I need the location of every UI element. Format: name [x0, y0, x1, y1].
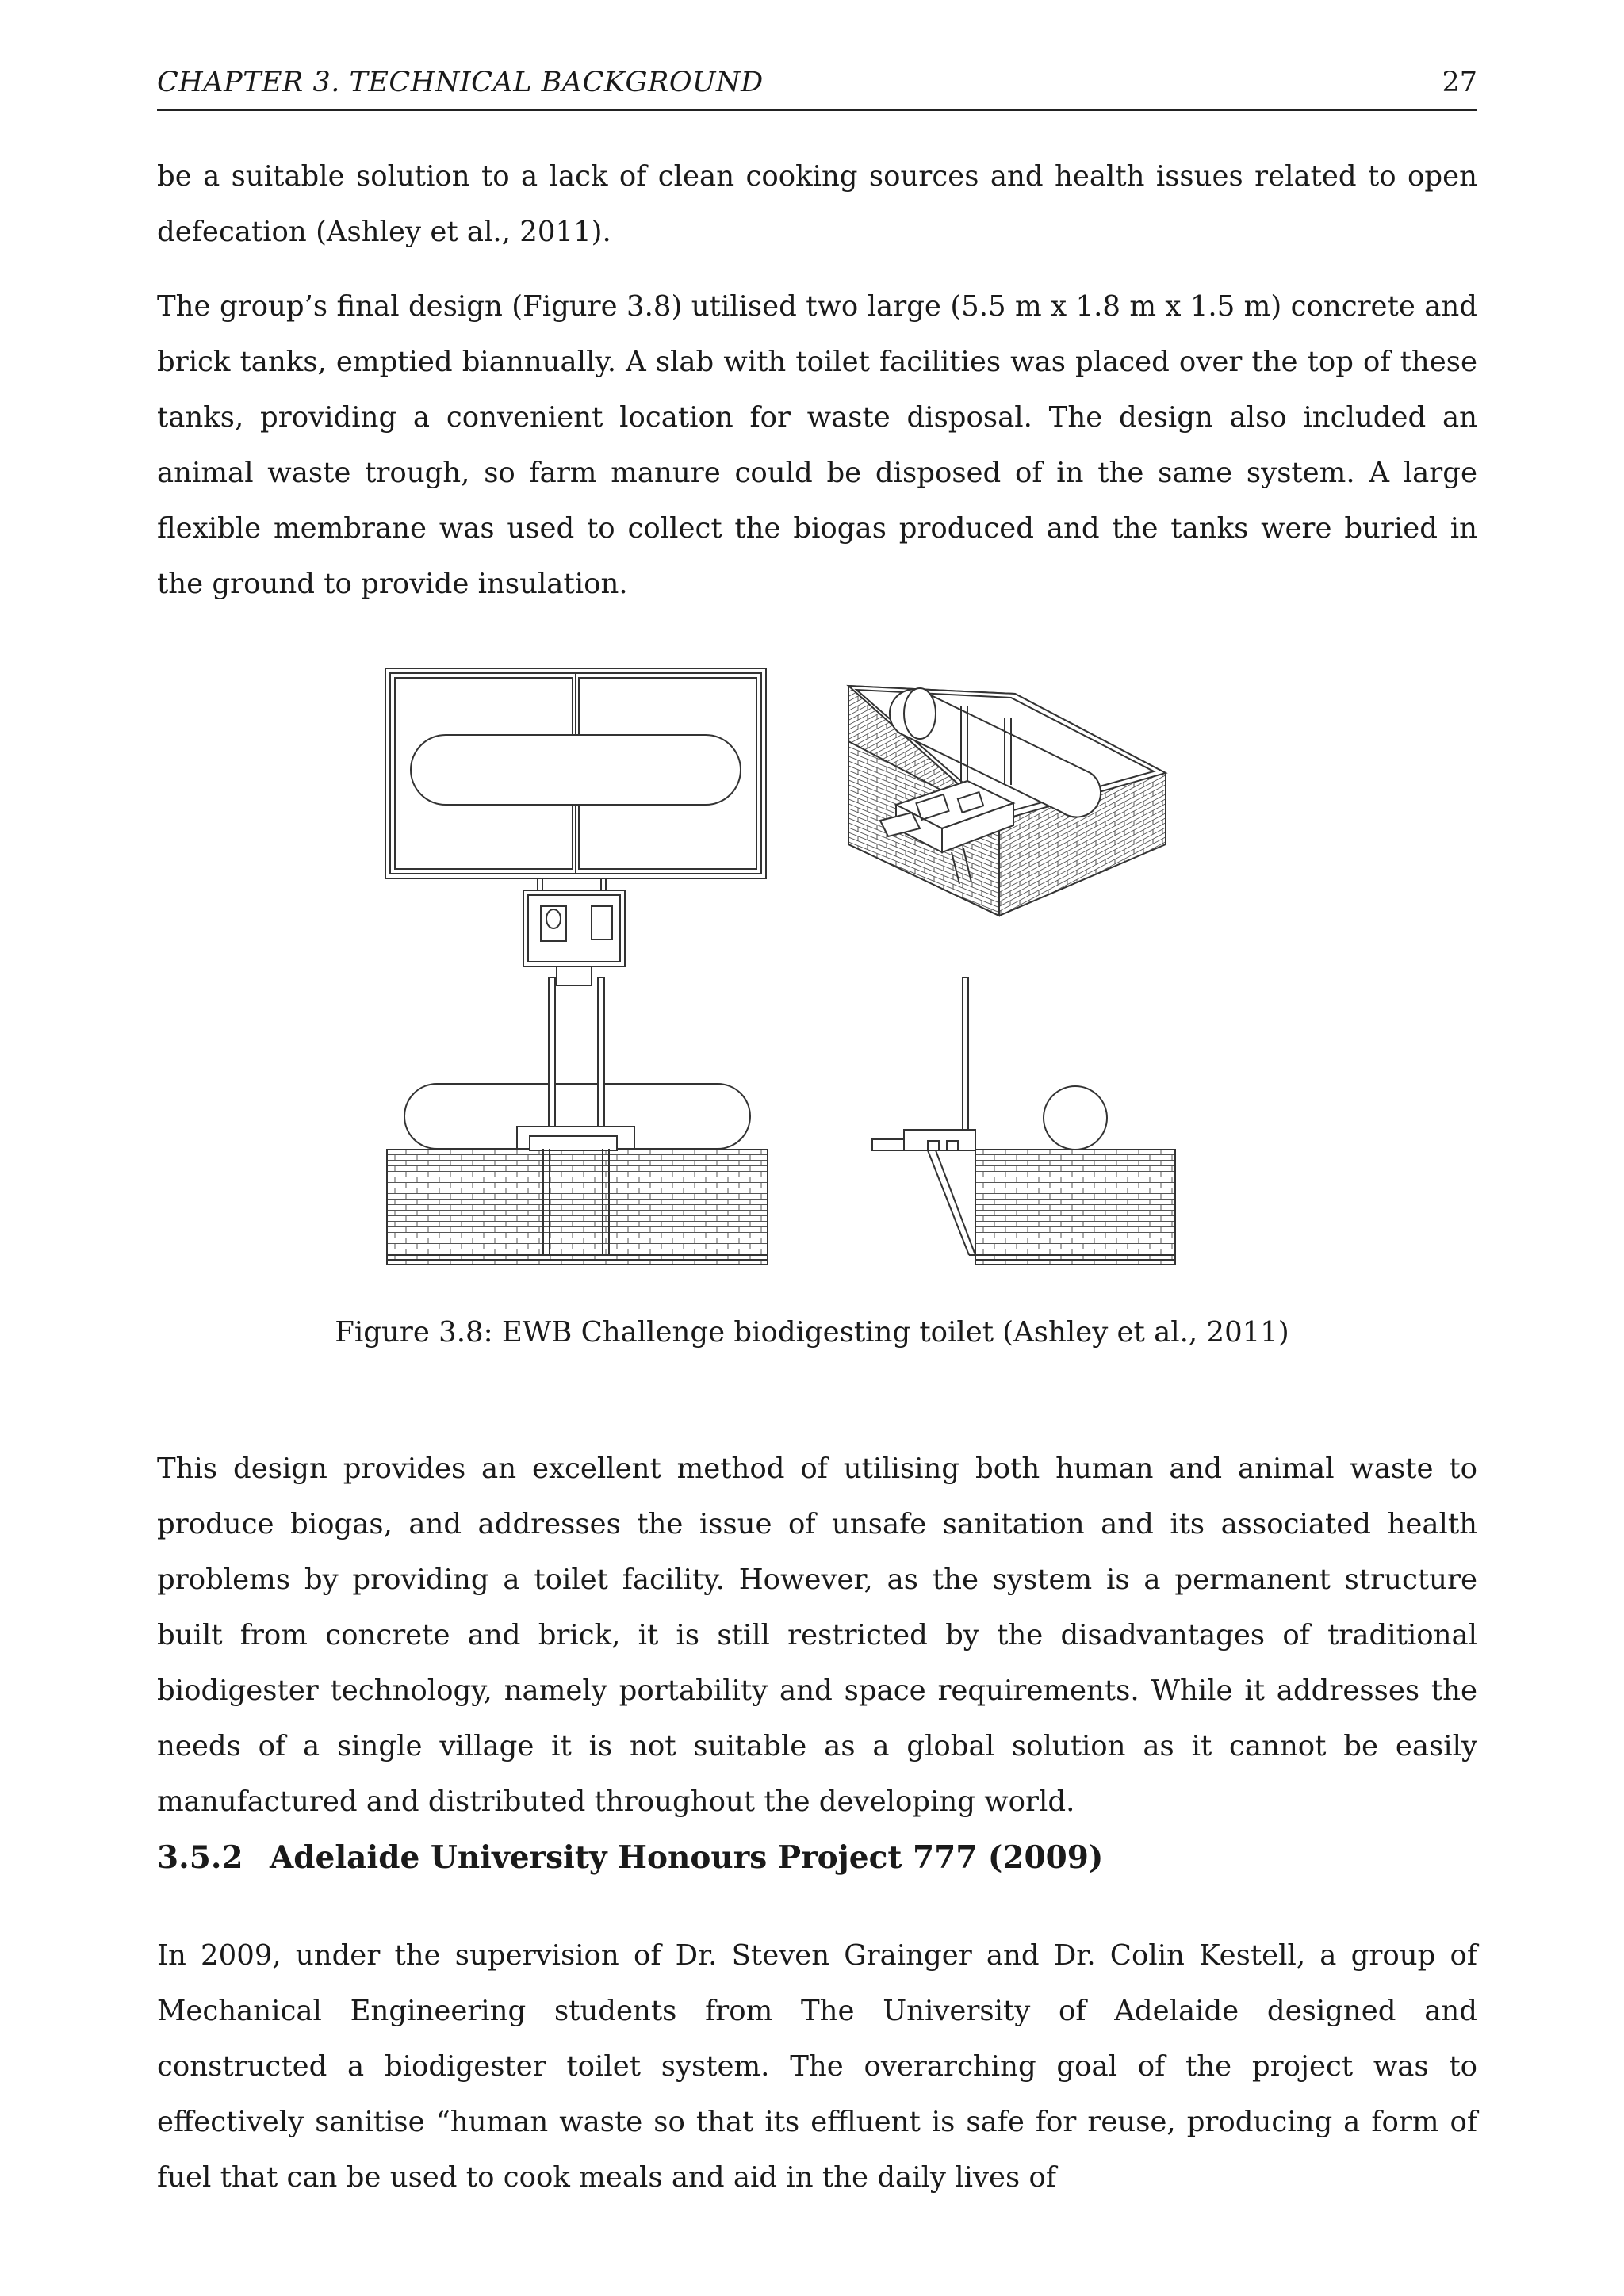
chapter-title: CHAPTER 3. TECHNICAL BACKGROUND: [157, 67, 764, 98]
page-number: 27: [1442, 67, 1477, 98]
plan-view-drawing: [385, 668, 766, 985]
running-header: [157, 65, 1477, 111]
paragraph-continuation: be a suitable solution to a lack of clean cooking sources and health issues related to open defecation (Ashley et al., 2011).: [157, 160, 1477, 248]
figure-biodigesting-toilet: [373, 583, 1245, 1276]
section-number: 3.5.2: [157, 1839, 243, 1876]
paragraph-adelaide-project: In 2009, under the supervision of Dr. Steven Grainger and Dr. Colin Kestell, a group of Mechanical Engineering students from The University of Adelaide designed and constructed a biodigester toilet system. The overarching goal of the project was to effectively sanitise “human waste so that its effluent is safe for reuse, producing a form of fuel that can be used to cook meals and aid in the daily lives of: [157, 1939, 1477, 2194]
section-heading: [157, 1839, 1103, 1876]
isometric-view-drawing: [848, 686, 1166, 916]
section-title: Adelaide University Honours Project 777 (2009): [270, 1839, 1104, 1876]
front-elevation-drawing: [387, 978, 768, 1265]
side-elevation-drawing: [872, 978, 1175, 1265]
paragraph-final-design: The group’s final design (Figure 3.8) utilised two large (5.5 m x 1.8 m x 1.5 m) concrete and brick tanks, emptied biannually. A slab with toilet facilities was placed over the top of these tanks, providing a convenient location for waste disposal. The design also included an animal waste trough, so farm manure could be disposed of in the same system. A large flexible membrane was used to collect the biogas produced and the tanks were buried in the ground to provide insulation.: [157, 290, 1477, 600]
paragraph-design-evaluation: This design provides an excellent method of utilising both human and animal waste to produce biogas, and addresses the issue of unsafe sanitation and its associated health problems by providing a toilet facility. However, as the system is a permanent structure built from concrete and brick, it is still restricted by the disadvantages of traditional biodigester technology, namely portability and space requirements. While it addresses the needs of a single village it is not suitable as a global solution as it cannot be easily manufactured and distributed throughout the developing world.: [157, 1452, 1477, 1818]
figure-caption: Figure 3.8: EWB Challenge biodigesting toilet (Ashley et al., 2011): [335, 1316, 1289, 1349]
